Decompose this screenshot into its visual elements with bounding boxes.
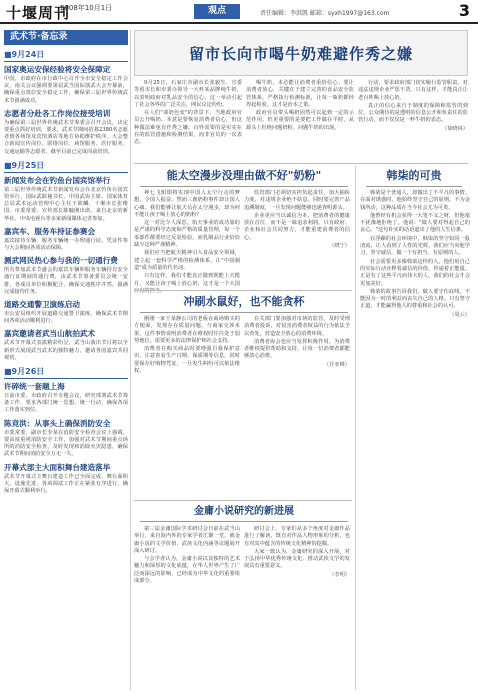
article5-paragraph: 他曾经有机会获得一大笔不义之财，但他毫不犹豫地拒绝了。他说："做人要对得起自己的良心。"这句朴实的话语道出了他的人生信条。	[360, 212, 470, 234]
lead-paragraph: 喝牛奶，未必能让消费者重拾信心。要让消费者放心，关键在于建立完善的食品安全监管体系，严格执行检测标准，让每一瓶奶都经得起检验，这才是治本之策。	[246, 80, 354, 108]
memo-headline: 国家奥运安保经验将安全保障定	[4, 65, 111, 74]
memo-item	[4, 160, 128, 223]
lead-paragraph: 真正的信心来自于制度的保障和监管的到位。公众期待的是透明的信息公开和负责任的监管行动，而不仅仅是一杯牛奶的表态。	[358, 102, 468, 124]
column-divider	[355, 166, 356, 690]
article2-paragraph: 监管部门必须切实担负起责任，加大抽检力度，对违规企业绝不姑息。同时要完善产品追溯制度，一旦发现问题能够迅速查明源头。	[244, 190, 350, 211]
page-number: 3	[458, 1, 470, 20]
title-underline	[366, 186, 462, 187]
memo-headline: 新闻发布会在钓鱼台国宾馆举行	[4, 175, 111, 185]
memo-headline: 陈竞洪：从事头上确保消防安全	[4, 418, 111, 428]
divider	[134, 163, 468, 164]
article2-col2	[244, 190, 350, 286]
article5-title: 韩柒的可贵	[386, 169, 442, 182]
memo-date: ■9月26日	[4, 366, 128, 379]
article4-paragraph: 第三届金庸国际学术研讨会日前在武当山举行，来自海内外的专家学者汇聚一堂，就金庸小说的文学价值、武侠文化内涵等议题展开深入研讨。	[134, 526, 240, 554]
memo-item	[4, 256, 128, 296]
article2-paragraph: 这一对比令人深思。航天事业的成功靠的是严谨的科学态度和严格的质量管理，每一个零部件都要经过反复检验。而乳制品行业恰恰缺少这种严谨精神。	[134, 220, 240, 249]
article3-paragraph: 有关部门要加强对市场的监管，及时受理消费者投诉，对侵害消费者权益的行为依法予以查处，营造安全放心的消费环境。	[244, 316, 350, 337]
article3-col1	[134, 316, 240, 414]
memo-body: 嘉宾接待车辆、服务车辆统一办理通行证，凭证件参与大会期间各项活动保障。	[4, 237, 128, 252]
lead-article-col1	[134, 80, 242, 160]
article2-paragraph: 神七飞船即将实现中国人太空行走的梦想，令国人振奋。然而三鹿奶粉事件却让国人心痛。我们能够让航天员在太空漫步，却为何不能让孩子喝上放心的奶粉？	[134, 190, 240, 218]
memo-headline: 志愿者分赴各工作岗位接受培训	[4, 108, 111, 118]
title-underline	[140, 521, 348, 522]
article3-paragraph: 消费者协会也应当发挥积极作用，为消费者维权提供帮助和支持，让每一位消费者都能够放心消费。	[244, 338, 350, 360]
article5-paragraph: 在浮躁的社会环境中，韩柒的坚守如同一股清流，让人看到了人性的光辉。我们应当向他学习，坚守诚信，做一个有担当、有原则的人。	[360, 235, 470, 257]
article3-col2	[244, 316, 350, 414]
article4-title: 金庸小说研究的新进展	[194, 506, 294, 517]
article5-paragraph: 韩柒的故事告诉我们，做人要守住底线，不能因为一时的利益而丧失自己的人格。只有坚守正道，才能赢得他人的尊重和社会的认可。	[360, 288, 470, 310]
column-divider	[130, 30, 131, 690]
lead-article-col3	[358, 80, 468, 160]
main-headline-box	[134, 30, 468, 76]
lead-signature: （徐晓林）	[442, 125, 468, 132]
issue-date: 2008年10月1日	[60, 4, 113, 12]
article4-col2	[244, 526, 350, 686]
memo-body: 武术节开幕式表演精彩纷呈，武当山演出节目将以全新形式展现武当武术的独特魅力，邀请各国嘉宾共同观赏。	[4, 340, 128, 361]
divider	[134, 290, 352, 291]
masthead	[0, 0, 478, 24]
article5-signature: （周云）	[449, 311, 470, 318]
editor-info: 责任编辑：李洪凯 邮箱：syxh1997@163.com	[260, 10, 390, 17]
sidebar-memo	[4, 30, 128, 690]
article3-title: 冲刷水鼠好，也不能贪杯	[183, 295, 305, 308]
article5-body	[360, 190, 470, 690]
article2-signature: （晓宁）	[329, 243, 350, 250]
article5-paragraph: 韩柒是个普通人，却做出了不平凡的事情。在面对诱惑时，他始终坚守自己的原则，不为金钱所动，这种品质在当今社会尤为可贵。	[360, 190, 470, 211]
article2-paragraph: 我们应当把航天精神引入食品安全领域，建立起一套科学严格的检测体系，让"中国制造"成为质量的代名词。	[134, 250, 240, 271]
memo-body: 武术节开幕式主舞台建造工作已全面完成，舞台面积大，设施先进，各项调试工作正在紧张有序进行，确保开幕式顺利举行。	[4, 473, 128, 494]
article4-paragraph: 大家一致认为，金庸研究的深入开展，对于弘扬中华优秀传统文化、推动武侠文学的发展具有重要意义。	[244, 548, 350, 570]
sidebar-banner: 武术节·备忘录	[4, 30, 128, 45]
memo-item	[4, 419, 128, 459]
memo-item	[4, 300, 128, 325]
title-underline	[140, 312, 348, 313]
article4-signature: （李明）	[329, 571, 350, 578]
memo-item	[4, 49, 128, 105]
memo-headline: 许碎统一套题上海	[4, 382, 65, 392]
article3-signature: （许亚峰）	[324, 361, 350, 368]
article2-paragraph: 企业更应当以诚信为本，把消费者的健康放在首位，而不是一味追求利润。只有政府、企业和社会共同努力，才能重建消费者的信心。	[244, 212, 350, 241]
article4-col1	[134, 526, 240, 686]
memo-body: 日前市委、市政府召开专题会议，研究部署武术节筹备工作，要求各部门统一思想，统一行动，确保各项工作落实到位。	[4, 393, 128, 414]
memo-body: 市委常委、副市长李某在消防安全检查会议上强调，要高度重视消防安全工作，加强对武术节期间重点场所的消防安全检查，及时发现和消除火灾隐患，确保武术节期间消防安全万无一失。	[4, 429, 128, 458]
memo-headline: 测武网民热心参与我的一切通行费	[4, 256, 118, 266]
sidebar-items	[4, 49, 128, 495]
memo-body: 市公安局组织开展道路交通警卫演练，确保武术节期间各项活动顺利进行。	[4, 311, 128, 325]
article4-paragraph: 与会学者认为，金庸小说以其独特的艺术魅力和深厚的文化底蕴，在华人世界产生了广泛而深远的影响，已经成为中华文化的重要组成部分。	[134, 556, 240, 585]
lead-article-col2	[246, 80, 354, 160]
memo-item	[4, 109, 128, 156]
article2-col1	[134, 190, 240, 286]
memo-date: ■9月25日	[4, 160, 128, 173]
memo-item	[4, 366, 128, 415]
memo-body: 第三届世界传统武术节新闻发布会在北京钓鱼台国宾馆举行，国际武联秘书长、中国武协主席、国家体育总局武术运动管理中心主任王筱麟、十堰市长张维国、市委常委、宣传部长陈毓刚出席。来自北京的新华社、中央电视台等多家新闻媒体记者参加。	[4, 186, 128, 222]
memo-body: 为确保第三届世界传统武术节筹委会召开会议，决定要重点抓好培训，要求，武术节期间招募2380名志愿者到各场馆及宾馆酒店等地方协助维护秩序。大会整合新闻宣传岗位、联络岗位、场馆服务、医疗服务、交通运输等志愿者，截至目前已完成岗前培训。	[4, 119, 128, 155]
article4-paragraph: 研讨会上，专家们从多个角度对金庸作品进行了解读，既有对作品人物形象的分析，也有对其中蕴含的传统文化精神的挖掘。	[244, 526, 350, 547]
memo-headline: 道路交通警卫演练启动	[4, 300, 80, 310]
divider	[134, 500, 352, 501]
main-headline: 留市长向市喝牛奶难避作秀之嫌	[188, 45, 413, 63]
newspaper-logo: 十堰周刊	[6, 4, 71, 22]
memo-headline: 嘉宾车、服务车持证参赛会	[4, 226, 96, 236]
lead-paragraph: 9月25日，石家庄市副市长张毅生、宣委等留市长和市委办领导一大杯某品牌纯牛奶，以表明政府对乳品安全的信心。这一举动引起了社会各界的广泛关注，网民议论纷纷。	[134, 80, 242, 108]
memo-headline: 开幕式部主大面积舞台建造落毕	[4, 462, 111, 472]
section-tag: 观点	[194, 4, 240, 19]
lead-paragraph: 政府官员带头喝奶固然可以起到一定的示范作用，但更重要的是要把工作做在平时，从源头上杜绝问题奶粉、问题牛奶的出现。	[246, 110, 354, 131]
memo-date: ■9月24日	[4, 49, 128, 62]
memo-body: 中国，市政府在市行政中心召开全市安全稳定工作会议，南关会议强调要第届武当国际演武大会开幕前，确保重点部位安全稳定工作，确保第三届世界传统武术节圆满成功。	[4, 76, 128, 104]
title-underline	[140, 186, 348, 187]
memo-item	[4, 463, 128, 496]
article2-title: 能太空漫步没理由做不好"奶粉"	[166, 169, 322, 182]
article3-paragraph: 消费者在购买商品时要增强自我保护意识，注意查看生产日期、保质期等信息，同时要保存好购物凭证，一旦发生纠纷可以依法维权。	[134, 346, 240, 375]
memo-item	[4, 329, 128, 362]
article2-paragraph: 只有这样，我们才能真正做到既能上天揽月，又能让孩子喝上放心奶，这才是一个大国	[134, 273, 240, 287]
memo-item	[4, 227, 128, 252]
memo-headline: 嘉宾邀请者武当山航拍武术	[4, 329, 96, 339]
lead-paragraph: 在人们"谈奶色变"的背景下，当地政府官员公开喝奶，本意是要恢复消费者信心，但这种做法难免有作秀之嫌。百姓需要的是实实在在的监管措施和检测结果，而非官员的一次表态。	[134, 110, 242, 146]
lead-paragraph: 行动，要求政府部门切实履行监管职责，对违法违规企业严惩不贷。只有这样，才能真正让老百姓喝上放心奶。	[358, 80, 468, 101]
article5-paragraph: 社会需要更多像韩柒这样的人，他们用自己的实际行动诠释着诚信的价值，传递着正能量。正是有了这些平凡而伟大的人，我们的社会才会更加美好。	[360, 258, 470, 287]
article3-paragraph: 刚刚一家王某静公司的老板在商场购买的方便面，发现存在质量问题，与商家交涉未果。这件事情说明消费者在维权时往往处于弱势地位，需要更多的法律保护和社会支持。	[134, 316, 240, 344]
memo-body: 所有参加武术节盛会的嘉宾车辆和服务车辆持有安全通行证期间的通行费，由武术节筹备委员会统一安排，各成员单位积极配合，确保交通秩序井然，圆满完成接待任务。	[4, 267, 128, 295]
